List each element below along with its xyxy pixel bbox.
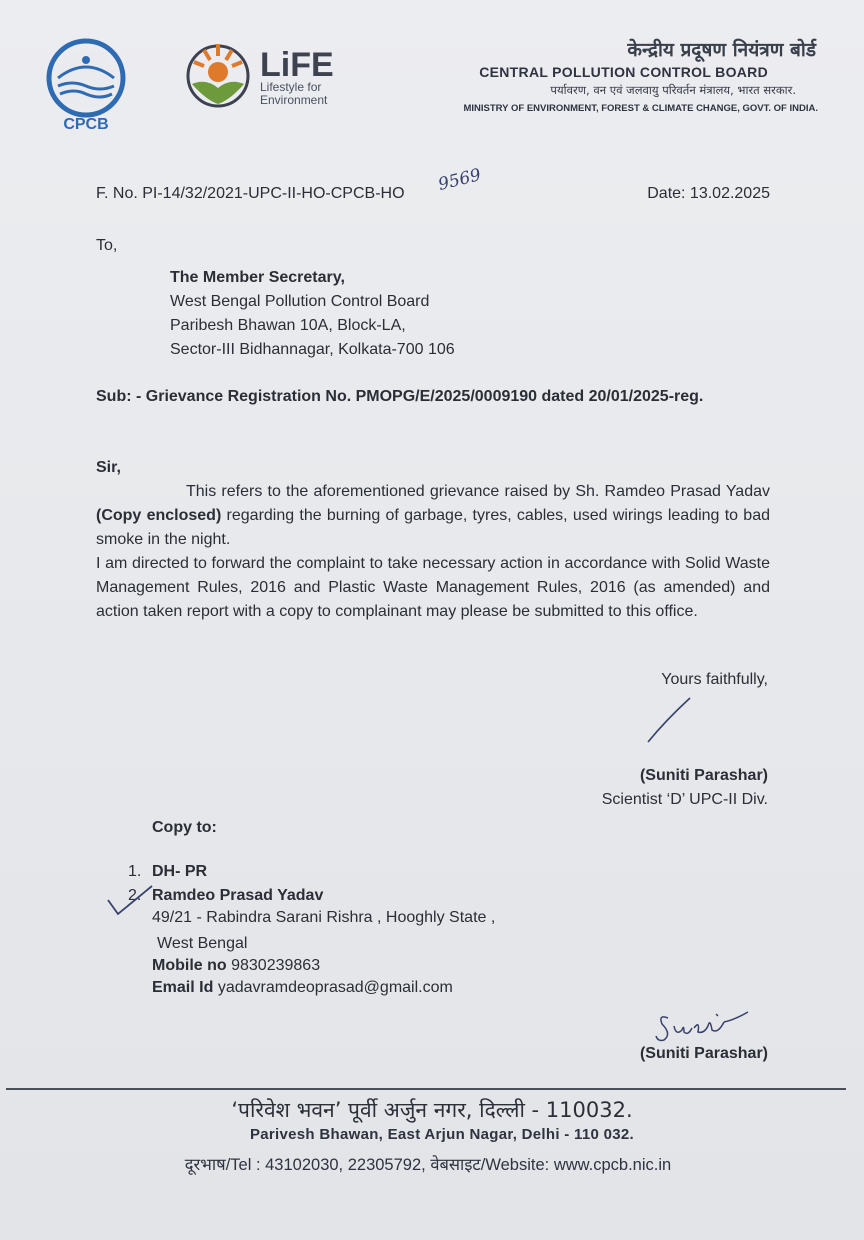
salutation: Sir,: [96, 459, 121, 476]
life-subtitle-2: Environment: [260, 93, 328, 107]
signatory-name: (Suniti Parashar): [639, 767, 768, 784]
file-number-text: F. No. PI-14/32/2021-UPC-II-HO-CPCB-HO: [96, 185, 405, 202]
org-name-english: CENTRAL POLLUTION CONTROL BOARD: [479, 64, 768, 80]
handwritten-file-number: 9569: [436, 165, 484, 195]
signatory-title: Scientist ‘D’ UPC-II Div.: [601, 791, 768, 808]
addressee-block: [170, 266, 455, 362]
cpcb-label: CPCB: [63, 116, 109, 132]
closing: Yours faithfully,: [661, 671, 768, 688]
addressee-line-1: West Bengal Pollution Control Board: [170, 293, 430, 310]
addressee-line-3: Sector-III Bidhannagar, Kolkata-700 106: [170, 341, 455, 358]
org-name-hindi: केन्द्रीय प्रदूषण नियंत्रण बोर्ड: [627, 39, 816, 61]
copy-to-label: Copy to:: [152, 819, 217, 836]
paragraph-1-text-a: This refers to the aforementioned grievance raised by Sh. Ramdeo Prasad Yadav: [186, 483, 770, 500]
copy-item-1: [128, 862, 207, 883]
copy-item-2-email: [152, 978, 453, 999]
ministry-hindi: पर्यावरण, वन एवं जलवायु परिवर्तन मंत्रालय, भारत सरकार.: [550, 83, 796, 97]
paragraph-2: I am directed to forward the complaint to take necessary action in accordance with Solid Waste Management Rules, 2016 and Plastic Waste Management Rules, 2016 (as amended) and action taken report with a copy to complainant may please be submitted to this office.: [96, 555, 770, 620]
letter-date: Date: 13.02.2025: [647, 185, 770, 202]
copy-item-2: [128, 886, 323, 907]
website-url: /Website: www.cpcb.nic.in: [480, 1156, 672, 1174]
copy-item-2-address-2: West Bengal: [157, 935, 248, 952]
footer-contact: [0, 1152, 856, 1175]
footer-address-hindi: ‘परिवेश भवन’ पूर्वी अर्जुन नगर, दिल्ली - 110032.: [231, 1098, 633, 1122]
file-number: [96, 184, 405, 205]
addressee-title: The Member Secretary,: [170, 269, 345, 286]
email-address: yadavramdeoprasad@gmail.com: [217, 979, 453, 996]
footer-divider: [6, 1088, 846, 1090]
bottom-signatory-name: (Suniti Parashar): [639, 1045, 768, 1062]
to-label: To,: [96, 237, 118, 254]
copy-item-1-number: 1.: [128, 863, 142, 880]
footer-address-english: Parivesh Bhawan, East Arjun Nagar, Delhi - 110 032.: [249, 1126, 635, 1143]
copy-item-2-name: Ramdeo Prasad Yadav: [152, 887, 324, 904]
life-logo: [186, 38, 356, 110]
signature-mark: [646, 696, 696, 751]
paragraph-1-bold: (Copy enclosed): [96, 507, 222, 524]
checkmark-icon: [106, 884, 156, 923]
email-label: Email Id: [152, 979, 214, 996]
life-title: LiFE: [260, 46, 334, 84]
copy-item-2-number: 2.: [128, 887, 142, 904]
life-subtitle-1: Lifestyle for: [260, 80, 322, 94]
copy-item-2-address-1: 49/21 - Rabindra Sarani Rishra , Hooghly State ,: [152, 909, 496, 926]
cpcb-logo: [44, 36, 128, 132]
paragraph-1-text-b: regarding the burning of garbage, tyres, cables, used wirings leading to bad smoke in the night.: [96, 507, 771, 548]
copy-item-2-mobile: [152, 956, 320, 977]
subject-line: Sub: - Grievance Registration No. PMOPG/E/2025/0009190 dated 20/01/2025-reg.: [96, 388, 704, 405]
addressee-line-2: Paribesh Bhawan 10A, Block-LA,: [170, 317, 406, 334]
tel-numbers: /Tel : 43102030, 22305792,: [225, 1156, 426, 1174]
copy-item-1-text: DH- PR: [152, 863, 208, 880]
tel-label-hindi: दूरभाष: [184, 1155, 226, 1174]
mobile-number: 9830239863: [231, 957, 321, 974]
mobile-label: Mobile no: [152, 957, 227, 974]
ministry-english: MINISTRY OF ENVIRONMENT, FOREST & CLIMATE CHANGE, GOVT. OF INDIA.: [463, 103, 818, 114]
paragraph-1: [96, 480, 770, 552]
website-label-hindi: वेबसाइट: [430, 1155, 481, 1174]
